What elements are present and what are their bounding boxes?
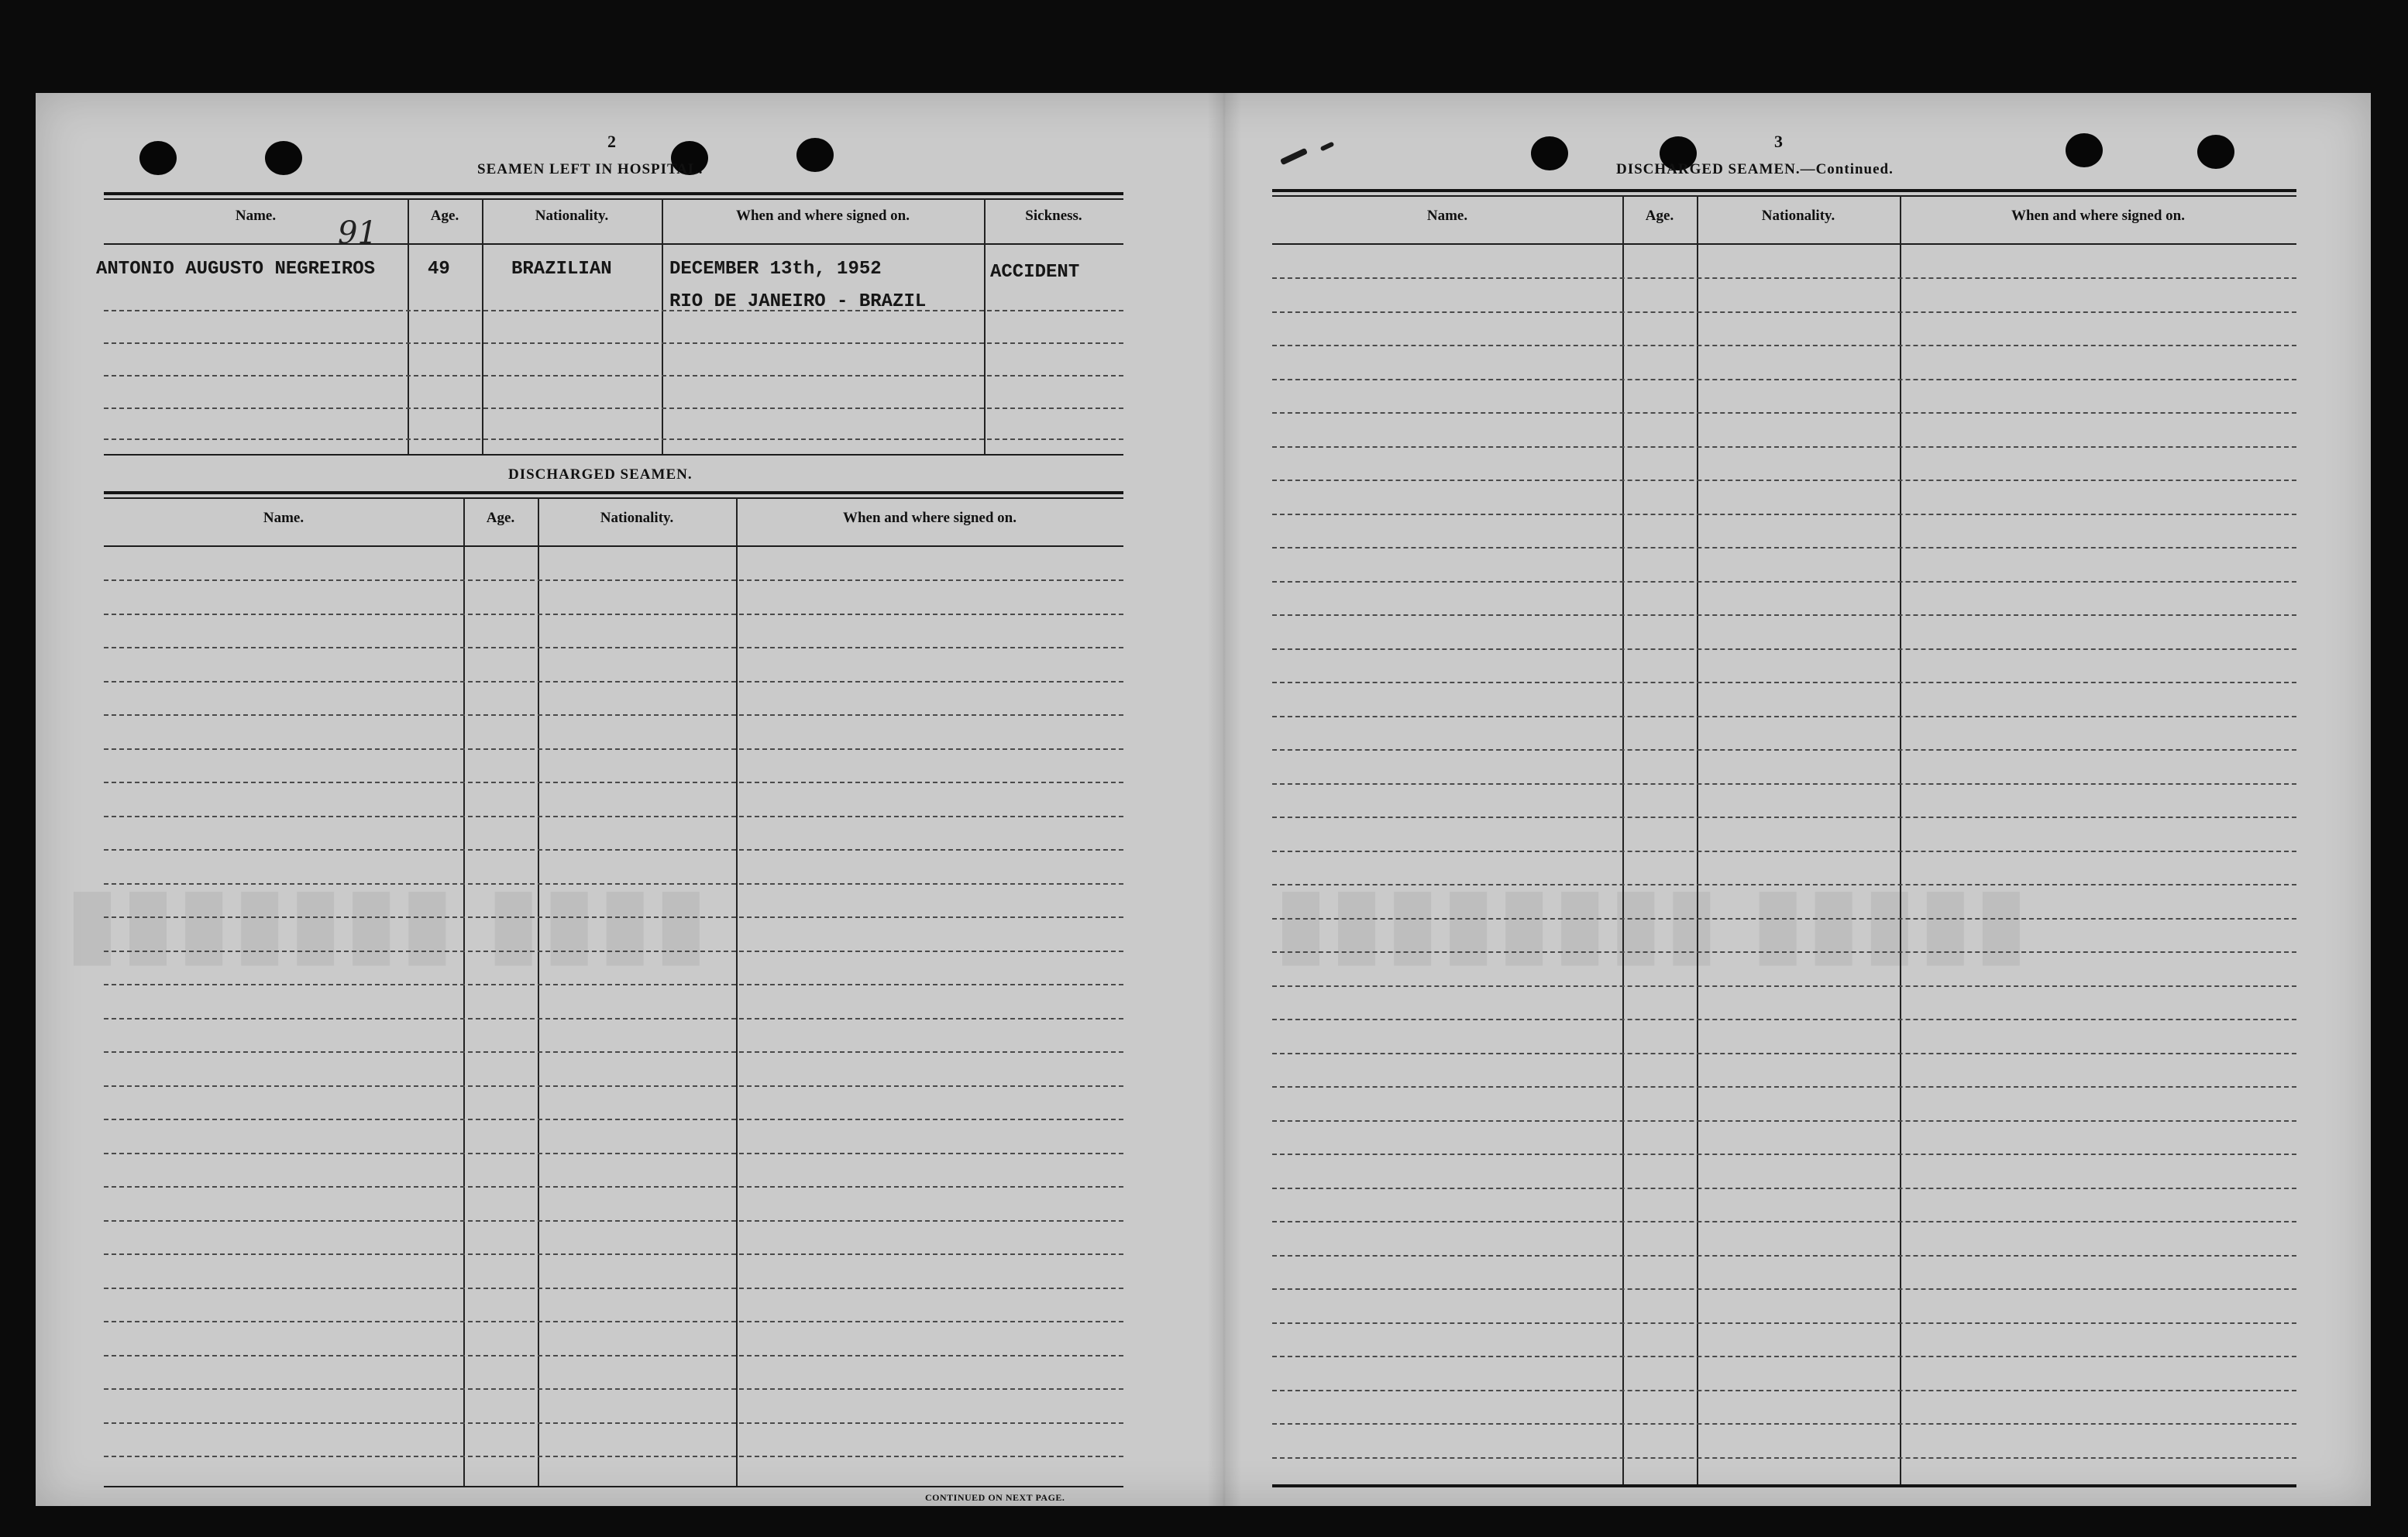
seaman-nationality: BRAZILIAN bbox=[511, 259, 612, 280]
discharged-continued-title: DISCHARGED SEAMEN.—Continued. bbox=[1616, 161, 1894, 177]
blank-row-line bbox=[1272, 648, 2296, 650]
blank-row-line bbox=[104, 984, 1123, 985]
column-divider bbox=[662, 198, 663, 454]
blank-row-line bbox=[104, 1288, 1123, 1289]
blank-row-line bbox=[104, 1119, 1123, 1120]
blank-row-line bbox=[104, 883, 1123, 885]
blank-row-line bbox=[1272, 1457, 2296, 1459]
page-fold bbox=[1207, 93, 1241, 1506]
table-bottom-rule bbox=[104, 1486, 1123, 1487]
blank-row-line bbox=[104, 782, 1123, 783]
row-line bbox=[104, 438, 1123, 440]
column-header-nationality: Nationality. bbox=[535, 208, 609, 224]
column-header-name: Name. bbox=[263, 510, 304, 526]
column-divider bbox=[538, 497, 539, 1486]
sickness-value: ACCIDENT bbox=[990, 262, 1080, 283]
blank-row-line bbox=[1272, 1019, 2296, 1020]
punch-hole bbox=[796, 138, 834, 172]
blank-row-line bbox=[104, 1153, 1123, 1154]
blank-row-line bbox=[1272, 1154, 2296, 1155]
column-header-signed-on: When and where signed on. bbox=[842, 510, 1017, 526]
blank-row-line bbox=[104, 1253, 1123, 1255]
blank-row-line bbox=[1272, 851, 2296, 852]
blank-row-line bbox=[1272, 1390, 2296, 1391]
ink-smudge bbox=[1320, 141, 1335, 151]
blank-row-line bbox=[1272, 547, 2296, 548]
manifest-paper bbox=[36, 93, 2371, 1506]
blank-row-line bbox=[104, 816, 1123, 817]
blank-row-line bbox=[1272, 1423, 2296, 1425]
blank-row-line bbox=[1272, 311, 2296, 313]
blank-row-line bbox=[104, 748, 1123, 750]
section-end-rule bbox=[104, 454, 1123, 456]
blank-row-line bbox=[104, 647, 1123, 648]
blank-row-line bbox=[104, 614, 1123, 615]
page-number: 3 bbox=[1774, 132, 1783, 151]
column-divider bbox=[736, 497, 738, 1486]
column-divider bbox=[984, 198, 986, 454]
blank-row-line bbox=[1272, 951, 2296, 953]
column-header-age: Age. bbox=[486, 510, 515, 526]
blank-row-line bbox=[1272, 1053, 2296, 1054]
blank-row-line bbox=[1272, 817, 2296, 818]
punch-hole bbox=[2197, 135, 2234, 169]
column-header-sickness: Sickness. bbox=[1025, 208, 1082, 224]
blank-row-line bbox=[1272, 345, 2296, 346]
discharged-section-title: DISCHARGED SEAMEN. bbox=[508, 466, 693, 483]
blank-row-line bbox=[104, 681, 1123, 683]
blank-row-line bbox=[1272, 1221, 2296, 1222]
blank-row-line bbox=[104, 1018, 1123, 1020]
blank-row-line bbox=[1272, 1356, 2296, 1357]
signed-on-date: DECEMBER 13th, 1952 bbox=[669, 259, 882, 280]
blank-row-line bbox=[1272, 581, 2296, 583]
column-divider bbox=[1697, 195, 1698, 1484]
column-header-age: Age. bbox=[1645, 208, 1674, 224]
page-number: 2 bbox=[607, 132, 616, 151]
seaman-age: 49 bbox=[428, 259, 450, 280]
punch-hole bbox=[139, 141, 177, 175]
column-divider bbox=[463, 497, 465, 1486]
header-rule bbox=[104, 545, 1123, 547]
blank-row-line bbox=[1272, 749, 2296, 751]
column-header-signed-on: When and where signed on. bbox=[2011, 208, 2185, 224]
punch-hole bbox=[265, 141, 302, 175]
column-header-name: Name. bbox=[1426, 208, 1468, 224]
blank-row-line bbox=[104, 1422, 1123, 1424]
blank-row-line bbox=[1272, 783, 2296, 785]
blank-row-line bbox=[1272, 480, 2296, 481]
punch-hole bbox=[1531, 136, 1568, 170]
blank-row-line bbox=[104, 1456, 1123, 1457]
blank-row-line bbox=[104, 916, 1123, 918]
blank-row-line bbox=[1272, 277, 2296, 279]
blank-row-line bbox=[1272, 716, 2296, 717]
blank-row-line bbox=[104, 1051, 1123, 1053]
blank-row-line bbox=[1272, 514, 2296, 515]
blank-row-line bbox=[104, 1186, 1123, 1188]
table-top-rule bbox=[104, 497, 1123, 499]
blank-row-line bbox=[104, 579, 1123, 581]
blank-row-line bbox=[1272, 446, 2296, 448]
column-divider bbox=[408, 198, 409, 454]
blank-row-line bbox=[104, 951, 1123, 952]
blank-row-line bbox=[104, 1355, 1123, 1356]
blank-row-line bbox=[1272, 1188, 2296, 1189]
header-rule bbox=[1272, 243, 2296, 245]
row-line bbox=[104, 310, 1123, 311]
header-rule bbox=[104, 243, 1123, 245]
column-header-age: Age. bbox=[430, 208, 459, 224]
row-line bbox=[104, 407, 1123, 409]
blank-row-line bbox=[1272, 1120, 2296, 1122]
column-header-nationality: Nationality. bbox=[600, 510, 674, 526]
blank-row-line bbox=[1272, 379, 2296, 380]
blank-row-line bbox=[1272, 682, 2296, 683]
blank-row-line bbox=[104, 1388, 1123, 1390]
blank-row-line bbox=[104, 1321, 1123, 1322]
ink-smudge bbox=[1280, 148, 1308, 165]
show-through-text: ▮▮▮▮▮▮▮▮ ▮▮▮▮▮ bbox=[1275, 869, 2031, 973]
table-bottom-rule bbox=[1272, 1484, 2296, 1487]
column-header-name: Name. bbox=[235, 208, 277, 224]
table-top-rule bbox=[104, 491, 1123, 494]
blank-row-line bbox=[104, 714, 1123, 716]
blank-row-line bbox=[1272, 985, 2296, 987]
blank-row-line bbox=[1272, 1086, 2296, 1088]
column-divider bbox=[1622, 195, 1624, 1484]
blank-row-line bbox=[1272, 884, 2296, 885]
column-header-nationality: Nationality. bbox=[1761, 208, 1835, 224]
blank-row-line bbox=[1272, 1322, 2296, 1324]
column-divider bbox=[482, 198, 483, 454]
signed-on-place: RIO DE JANEIRO - BRAZIL bbox=[669, 291, 927, 312]
blank-row-line bbox=[1272, 412, 2296, 414]
continued-note: CONTINUED ON NEXT PAGE. bbox=[925, 1492, 1065, 1503]
table-top-rule bbox=[104, 192, 1123, 195]
seaman-name: ANTONIO AUGUSTO NEGREIROS bbox=[96, 259, 376, 280]
blank-row-line bbox=[1272, 918, 2296, 920]
blank-row-line bbox=[1272, 1255, 2296, 1257]
blank-row-line bbox=[104, 849, 1123, 851]
handwritten-annotation: 91 bbox=[338, 215, 377, 251]
hospital-section-title: SEAMEN LEFT IN HOSPITAL. bbox=[477, 161, 703, 177]
column-divider bbox=[1900, 195, 1901, 1484]
blank-row-line bbox=[1272, 1288, 2296, 1290]
blank-row-line bbox=[1272, 614, 2296, 616]
punch-hole bbox=[2066, 133, 2103, 167]
row-line bbox=[104, 342, 1123, 344]
column-header-signed-on: When and where signed on. bbox=[735, 208, 910, 224]
row-line bbox=[104, 375, 1123, 377]
blank-row-line bbox=[104, 1220, 1123, 1222]
show-through-text: ▮▮▮▮▮▮▮ ▮▮▮▮ bbox=[67, 869, 711, 973]
table-top-rule bbox=[104, 198, 1123, 200]
table-top-rule bbox=[1272, 189, 2296, 192]
blank-row-line bbox=[104, 1085, 1123, 1087]
table-top-rule bbox=[1272, 195, 2296, 197]
